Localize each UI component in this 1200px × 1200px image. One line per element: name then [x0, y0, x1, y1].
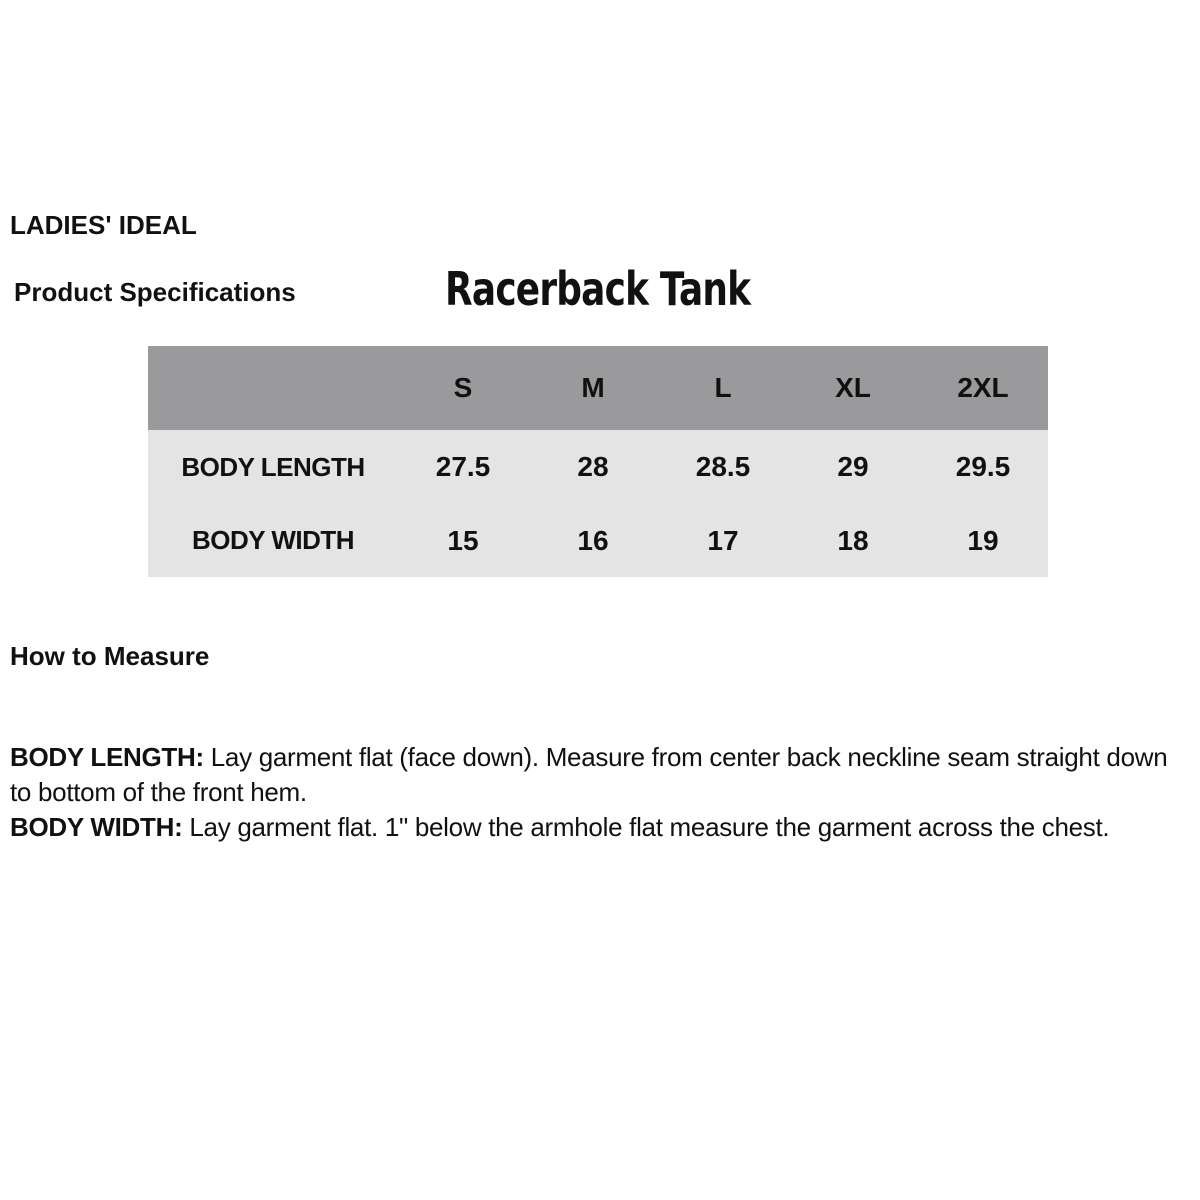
body-width-2xl: 19	[967, 524, 999, 556]
size-header-2xl: 2XL	[957, 372, 1009, 403]
measure-item-body-length	[10, 740, 1195, 810]
size-header-xl: XL	[835, 372, 871, 403]
how-to-measure-heading: How to Measure	[10, 641, 210, 671]
product-title-text: Racerback Tank	[445, 262, 751, 316]
brand-line: LADIES' IDEAL	[10, 210, 197, 240]
body-length-l: 28.5	[695, 451, 751, 482]
size-header-row	[148, 346, 1048, 430]
body-width-l: 17	[707, 524, 739, 556]
body-length-2xl: 29.5	[955, 451, 1011, 482]
measure-term-body-width: BODY WIDTH:	[10, 812, 183, 842]
measure-description-body-width: Lay garment flat. 1" below the armhole flat measure the garment across the chest.	[189, 812, 1110, 842]
body-length-s: 27.5	[435, 451, 491, 482]
size-spec-table	[148, 346, 1048, 577]
row-label-body-length: BODY LENGTH	[181, 451, 365, 482]
table-row-body-length	[148, 430, 1048, 504]
size-header-l: L	[714, 372, 732, 403]
size-header-m: M	[581, 372, 605, 403]
body-length-m: 28	[577, 451, 609, 482]
size-header-s: S	[453, 372, 473, 403]
body-width-xl: 18	[837, 524, 869, 556]
measure-description-body-length: Lay garment flat (face down). Measure from center back neckline seam straight down to bottom of the front hem.	[10, 742, 1168, 807]
measure-item-body-width	[10, 810, 1195, 845]
body-width-m: 16	[577, 524, 609, 556]
table-row-body-width	[148, 504, 1048, 577]
section-title: Product Specifications	[14, 277, 296, 307]
body-width-s: 15	[447, 524, 479, 556]
body-length-xl: 29	[837, 451, 869, 482]
measure-term-body-length: BODY LENGTH:	[10, 742, 204, 772]
product-title	[148, 262, 1048, 316]
row-label-body-width: BODY WIDTH	[191, 525, 355, 555]
